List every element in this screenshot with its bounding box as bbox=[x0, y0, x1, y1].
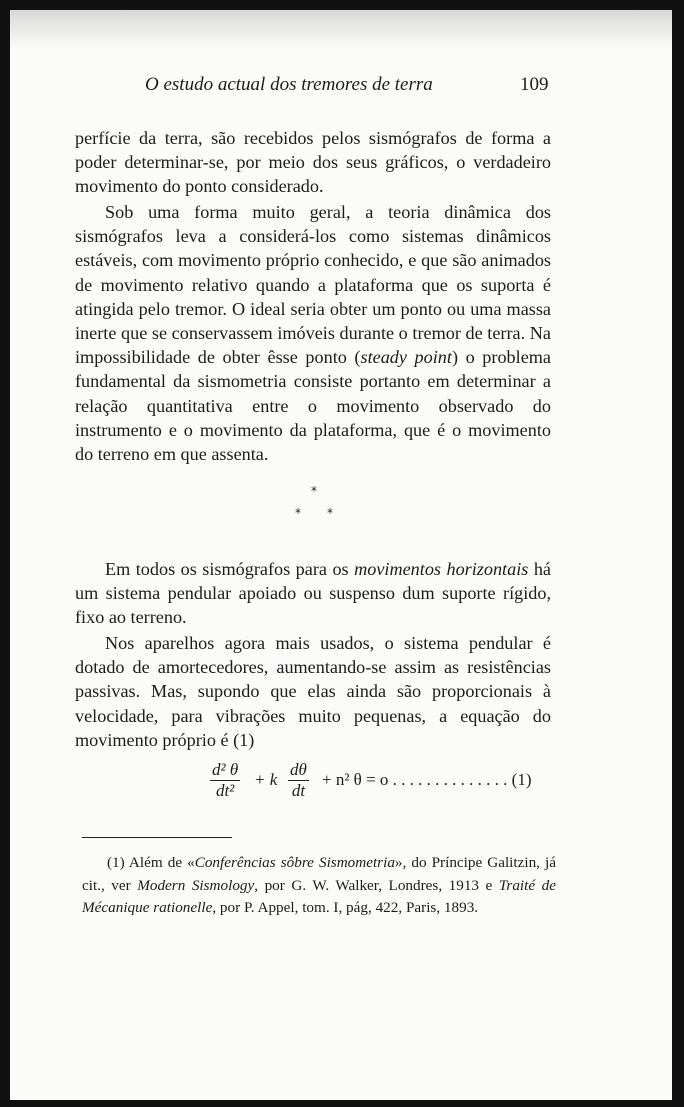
equation-1 bbox=[210, 760, 560, 808]
paragraph-4: Nos aparelhos agora mais usados, o sistema pendular é dotado de amortecedores, aumentando-se assim as resistências passivas. Mas, supondo que elas ainda são proporcionais à velocidade, para vibrações muito pequenas, a equação do movimento próprio é (1) bbox=[75, 633, 551, 750]
footnote-title-2: Modern Sismology bbox=[137, 876, 255, 894]
paragraph-2-text-b: ) o problema fundamental da sismometria consiste portanto em determinar a relação quantitativa entre o movimento observado do instrumento e o movimento da plataforma, que é o movimento do terreno em que assenta. bbox=[75, 347, 551, 465]
equation-rest: + n² θ = o . . . . . . . . . . . . . . (1) bbox=[322, 770, 532, 789]
footnote-text-a: Além de « bbox=[124, 854, 195, 871]
footnote-text-d: , por P. Appel, tom. I, pág, 422, Paris, 1893. bbox=[212, 899, 479, 917]
fraction-2-denominator: dt bbox=[291, 781, 306, 800]
footnote-divider bbox=[82, 837, 232, 838]
paragraph-1: perfície da terra, são recebidos pelos sismógrafos de forma a poder determinar-se, por meio dos seus gráficos, o verdadeiro movimento do ponto considerado. bbox=[75, 128, 551, 197]
footnote-marker: (1) bbox=[107, 854, 125, 871]
asterism-star-top: * bbox=[311, 484, 317, 498]
page-number: 109 bbox=[520, 74, 549, 95]
paragraph-2-text-a: Sob uma forma muito geral, a teoria dinâmica dos sismógrafos leva a considerá-los como sistemas dinâmicos estáveis, com movimento próprio conhecido, e que são animados de movimento relativo quando a plataforma que os suporta é atingida pelo tremor. O ideal seria obter um ponto ou uma massa inerte que se conservassem imóveis durante o tremor de terra. Na impossibilidade de obter êsse ponto ( bbox=[75, 202, 551, 368]
footnote bbox=[82, 852, 556, 920]
book-page bbox=[10, 10, 672, 1100]
asterism-star-right: * bbox=[327, 506, 333, 520]
paragraph-2 bbox=[75, 200, 551, 466]
paragraph-3-text-a: Em todos os sismógrafos para os bbox=[105, 559, 355, 579]
fraction-1-numerator: d² θ bbox=[212, 760, 239, 779]
fraction-1-denominator: dt² bbox=[215, 781, 235, 800]
paragraph-3-italic: movimentos horizontais bbox=[354, 559, 529, 579]
footnote-title-3: Traité de Mécanique rationelle bbox=[82, 876, 556, 917]
paragraph-2-italic: steady point bbox=[360, 347, 452, 368]
paragraph-3 bbox=[75, 557, 551, 630]
fraction-2-numerator: dθ bbox=[290, 760, 307, 779]
footnote-text-c: , por G. W. Walker, Londres, 1913 e bbox=[254, 876, 499, 894]
running-title: O estudo actual dos tremores de terra bbox=[145, 74, 433, 95]
asterism bbox=[285, 484, 345, 524]
equation-plus-k: + k bbox=[254, 770, 278, 789]
fraction-second-derivative bbox=[210, 760, 240, 801]
paragraph-3-text-b: há um sistema pendular apoiado ou suspenso dum suporte rígido, fixo ao terreno. bbox=[75, 559, 551, 628]
footnote-title-1: Conferências sôbre Sismometria bbox=[194, 854, 395, 871]
footnote-text-b: », do Príncipe Galitzin, já cit., ver bbox=[82, 854, 556, 894]
asterism-star-left: * bbox=[295, 506, 301, 520]
fraction-first-derivative bbox=[288, 760, 309, 801]
